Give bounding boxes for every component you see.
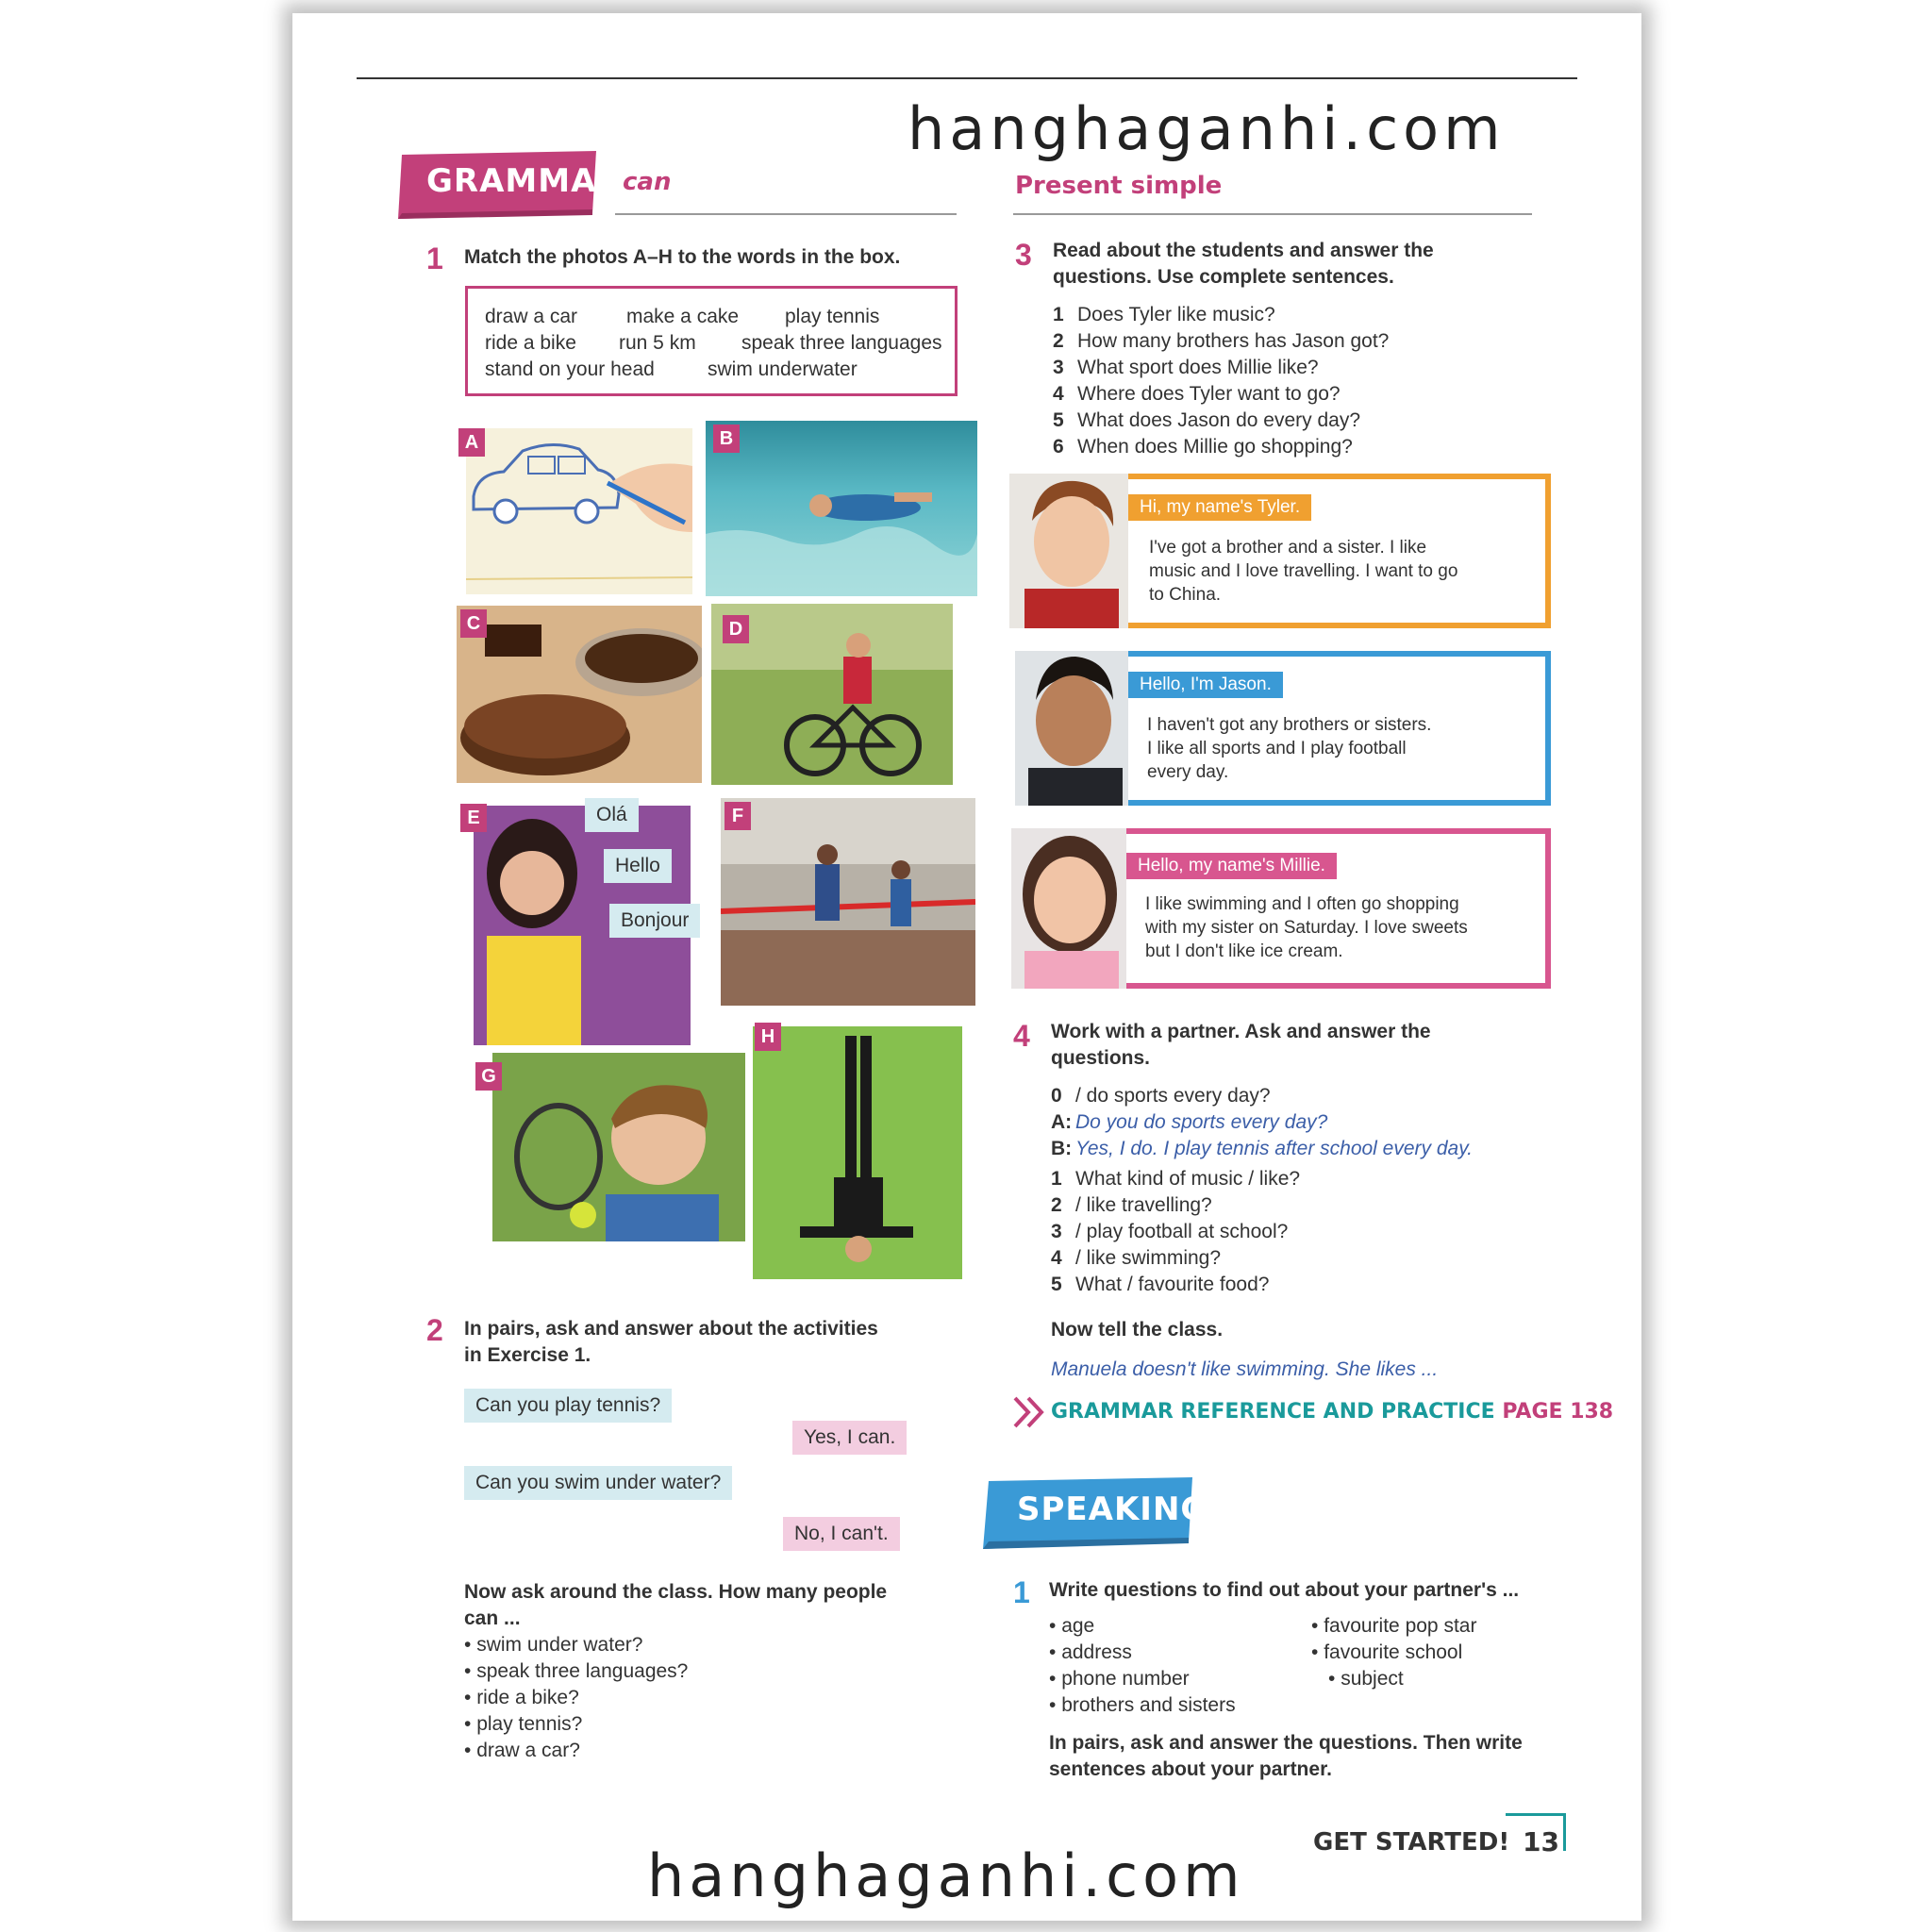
dialog-bubble-q1: Can you play tennis? <box>464 1389 672 1423</box>
jason-photo <box>1015 651 1128 806</box>
question-item: 5 What does Jason do every day? <box>1053 409 1361 431</box>
jason-text: I haven't got any brothers or sisters. I like all sports and I play football every day. <box>1147 715 1432 782</box>
car-drawing-illustration <box>466 428 692 594</box>
grammar-tag <box>398 151 623 221</box>
question-item: 2 / like travelling? <box>1051 1194 1212 1216</box>
ex1-instruction: Match the photos A–H to the words in the box. <box>464 246 901 268</box>
ex4-instruction-1: Work with a partner. Ask and answer the <box>1051 1021 1431 1042</box>
ex1-number: 1 <box>426 242 443 275</box>
millie-photo <box>1011 828 1126 989</box>
word-item: play tennis <box>785 306 880 327</box>
tennis-boy-illustration <box>492 1053 745 1241</box>
question-item: 4 / like swimming? <box>1051 1247 1222 1269</box>
photo-label-f: F <box>724 802 751 830</box>
question-item: 5 What / favourite food? <box>1051 1274 1270 1295</box>
bullet-item: • favourite pop star <box>1311 1613 1476 1640</box>
ex2-now-2: can ... <box>464 1607 521 1629</box>
photo-a-draw-car <box>466 428 692 594</box>
ex2-now-1: Now ask around the class. How many people <box>464 1581 888 1603</box>
bullet-item: • speak three languages? <box>464 1658 688 1685</box>
word-item: run 5 km <box>619 332 696 354</box>
word-item: swim underwater <box>708 358 858 380</box>
photo-f-run-5km <box>721 798 975 1006</box>
photo-label-a: A <box>458 428 485 457</box>
grammar-subtitle: can <box>623 168 672 196</box>
speaking-instruction: Write questions to find out about your partner's ... <box>1049 1579 1520 1601</box>
bullet-item: • favourite school <box>1311 1640 1476 1666</box>
ex2-bullet-list <box>464 1632 688 1764</box>
jason-name: Hello, I'm Jason. <box>1128 672 1283 698</box>
example-question: 0 / do sports every day? <box>1051 1085 1271 1107</box>
watermark-top: hanghaganhi.com <box>908 94 1506 163</box>
photo-label-e: E <box>460 804 487 832</box>
millie-name: Hello, my name's Millie. <box>1126 853 1337 879</box>
grammar-reference-link[interactable]: GRAMMAR REFERENCE AND PRACTICE PAGE 138 <box>1051 1400 1614 1424</box>
student-card-jason <box>1015 651 1551 806</box>
ex3-instruction-1: Read about the students and answer the <box>1053 240 1434 261</box>
bullet-item: • phone number <box>1049 1666 1236 1692</box>
ex4-question-list <box>1051 1166 1300 1298</box>
example-answer-a: A: Do you do sports every day? <box>1051 1111 1328 1133</box>
ex3-instruction-2: questions. Use complete sentences. <box>1053 266 1394 288</box>
millie-text: I like swimming and I often go shopping with my sister on Saturday. I love sweets but I don't like ice cream. <box>1145 894 1468 961</box>
bullet-item: • swim under water? <box>464 1632 688 1658</box>
ex3-question-list <box>1053 302 1389 460</box>
student-card-millie <box>1011 828 1551 989</box>
question-item: 2 How many brothers has Jason got? <box>1053 330 1390 352</box>
bullet-item: • ride a bike? <box>464 1685 688 1711</box>
cake-illustration <box>457 606 702 783</box>
speaking-closing-2: sentences about your partner. <box>1049 1758 1332 1780</box>
ex3-number: 3 <box>1015 238 1032 272</box>
speaking-closing-1: In pairs, ask and answer the questions. Then write <box>1049 1732 1523 1754</box>
ex4-number: 4 <box>1013 1019 1030 1053</box>
question-item: 3 What sport does Millie like? <box>1053 357 1319 378</box>
speaking-tag-label: SPEAKING <box>1017 1491 1208 1528</box>
bullet-item: • brothers and sisters <box>1049 1692 1236 1719</box>
dialog-bubble-a1: Yes, I can. <box>792 1421 907 1455</box>
tyler-text: I've got a brother and a sister. I like music and I love travelling. I want to go to China. <box>1149 538 1458 605</box>
bullet-item: • address <box>1049 1640 1236 1666</box>
photo-h-stand-on-head <box>753 1026 962 1279</box>
ex4-example-sentence: Manuela doesn't like swimming. She likes ... <box>1051 1358 1439 1380</box>
footer-section: GET STARTED! <box>1313 1828 1510 1857</box>
ex2-instruction-2: in Exercise 1. <box>464 1344 591 1366</box>
question-item: 3 / play football at school? <box>1051 1221 1289 1242</box>
ex2-instruction-1: In pairs, ask and answer about the activities <box>464 1318 878 1340</box>
ex2-number: 2 <box>426 1313 443 1347</box>
bullet-item: • play tennis? <box>464 1711 688 1738</box>
grammar-subtitle-rule <box>615 213 957 215</box>
ex4-example <box>1051 1083 1473 1162</box>
photo-label-c: C <box>460 609 487 638</box>
photo-c-make-cake <box>457 606 702 783</box>
question-item: 1 What kind of music / like? <box>1051 1168 1301 1190</box>
word-box <box>465 286 958 396</box>
dialog-bubble-a2: No, I can't. <box>783 1517 900 1551</box>
double-chevron-icon <box>1013 1396 1047 1428</box>
photo-label-b: B <box>713 425 740 453</box>
headstand-illustration <box>753 1026 962 1279</box>
bubble-hello: Hello <box>604 849 672 883</box>
page-number-bracket <box>1506 1813 1566 1851</box>
photo-label-d: D <box>723 615 749 643</box>
word-item: speak three languages <box>741 332 942 354</box>
page-number: 13 <box>1523 1826 1559 1857</box>
word-item: make a cake <box>626 306 740 327</box>
swimmer-illustration <box>706 421 977 596</box>
question-item: 6 When does Millie go shopping? <box>1053 436 1353 458</box>
photo-g-play-tennis <box>492 1053 745 1241</box>
question-item: 1 Does Tyler like music? <box>1053 304 1275 325</box>
runners-illustration <box>721 798 975 1006</box>
ex4-instruction-2: questions. <box>1051 1047 1151 1069</box>
word-item: ride a bike <box>485 332 576 354</box>
photo-b-swim-underwater <box>706 421 977 596</box>
bubble-bonjour: Bonjour <box>609 904 700 938</box>
student-card-tyler <box>1009 474 1551 628</box>
photo-label-g: G <box>475 1062 502 1091</box>
ex4-now: Now tell the class. <box>1051 1319 1224 1341</box>
bullet-item: • age <box>1049 1613 1236 1640</box>
photo-label-h: H <box>755 1023 781 1051</box>
present-simple-rule <box>1013 213 1532 215</box>
speaking-list-col1 <box>1049 1613 1236 1719</box>
bullet-item: • draw a car? <box>464 1738 688 1764</box>
word-item: stand on your head <box>485 358 655 380</box>
present-simple-title: Present simple <box>1015 172 1223 200</box>
speaking-tag <box>983 1477 1208 1553</box>
example-answer-b: B: Yes, I do. I play tennis after school every day. <box>1051 1138 1474 1159</box>
grammar-tag-label: GRAMMAR <box>426 162 623 200</box>
watermark-bottom: hanghaganhi.com <box>647 1841 1245 1910</box>
tyler-photo <box>1009 474 1128 628</box>
question-item: 4 Where does Tyler want to go? <box>1053 383 1341 405</box>
speaking-list-col2 <box>1311 1613 1476 1692</box>
tyler-name: Hi, my name's Tyler. <box>1128 494 1311 521</box>
bubble-ola: Olá <box>585 798 639 832</box>
bullet-item-continued: • subject <box>1311 1666 1476 1692</box>
word-item: draw a car <box>485 306 578 327</box>
top-rule <box>357 77 1577 79</box>
dialog-bubble-q2: Can you swim under water? <box>464 1466 732 1500</box>
speaking-number: 1 <box>1013 1575 1030 1609</box>
